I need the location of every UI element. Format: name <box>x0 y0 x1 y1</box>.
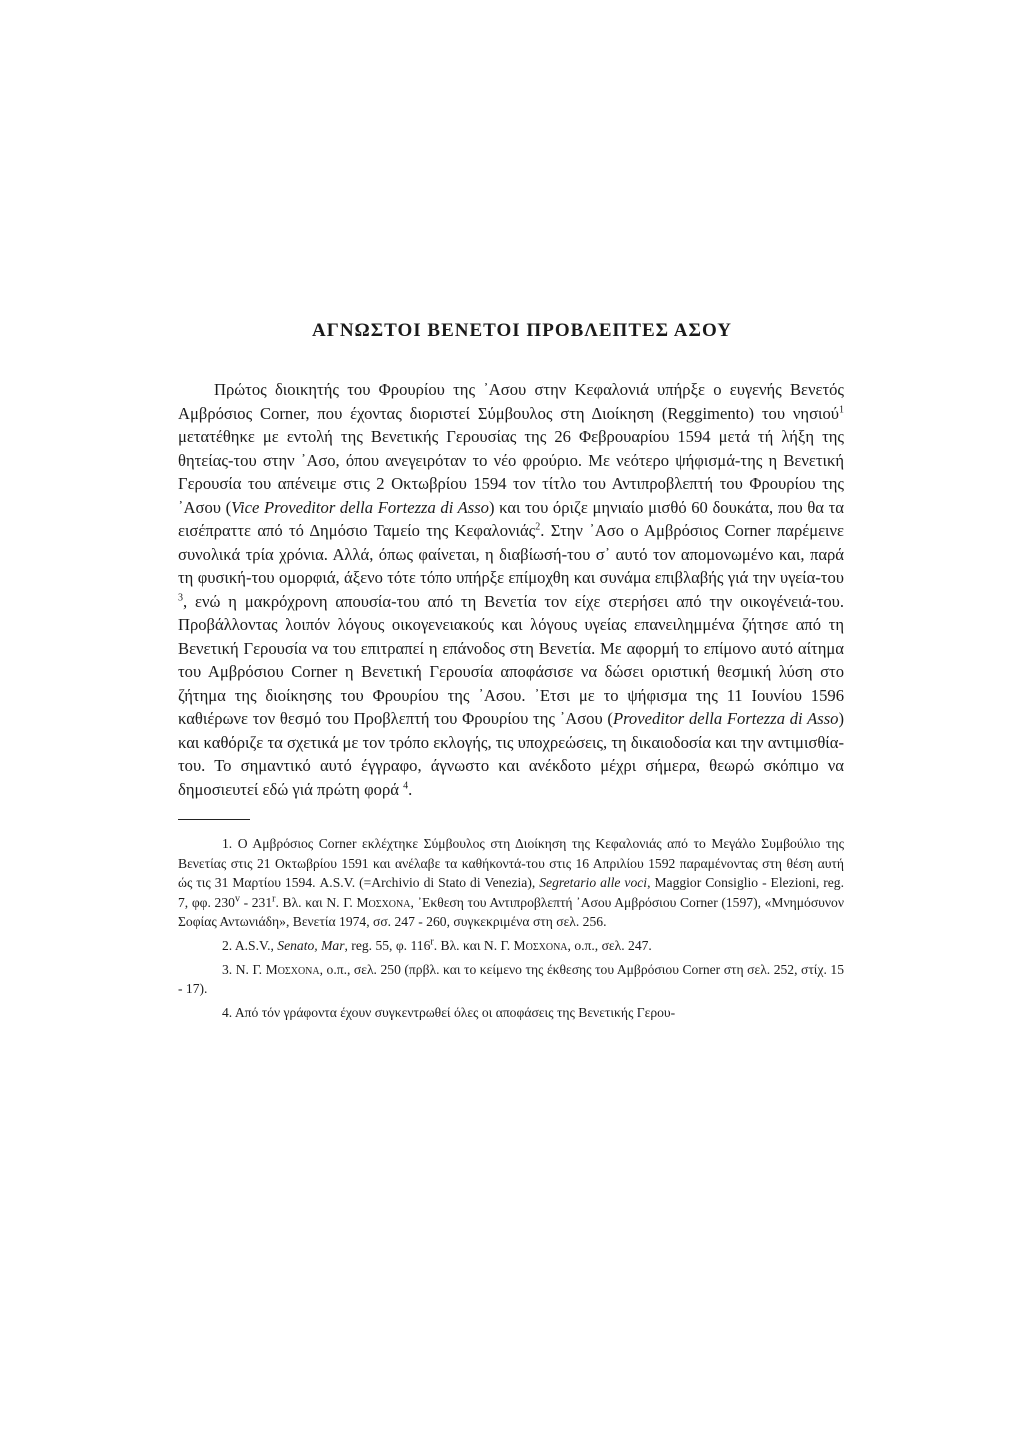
footnote-text: 4. Από τόν γράφοντα έχουν συγκεντρωθεί όλες οι αποφάσεις της Βενετικής Γερου- <box>222 1004 676 1020</box>
body-paragraph <box>178 378 844 801</box>
footnote-1 <box>178 834 844 932</box>
footnote-text: , reg. 55, φ. 116 <box>344 937 431 953</box>
body-text-segment: . Στην ᾿Ασο ο Αμβρόσιος Corner παρέμεινε συνολικά τρία χρόνια. Αλλά, όπως φαίνεται, η διαβίωσή-του σ᾿ αυτό τον απομονωμένο και, παρά τη φυσική-του ομορφιά, άξενο τότε τόπο υπήρξε επίμοχθη και συνάμα επιβλαβής γιά την υγεία-του <box>178 521 844 587</box>
footnote-italic: Segretario alle voci <box>539 875 648 891</box>
footnote-2 <box>178 936 844 956</box>
author-name: Μοσχονα <box>356 894 411 910</box>
footnote-italic: Senato, Mar <box>277 937 345 953</box>
author-name: Μοσχονα <box>265 961 320 977</box>
author-name: Μοσχονα <box>513 937 568 953</box>
footnote-text: , ᾿Εκθεση του Αντιπροβλεπτή ᾿Ασου Αμβρόσιου Corner (1597), «Μνημόσυνον Σοφίας Αντωνιάδη», Βενετία 1974, σσ. 247 - 260, συγκεκριμένα στη σελ. 256. <box>178 894 845 930</box>
footnotes <box>178 834 844 1022</box>
footnote-text: - 231 <box>239 894 273 910</box>
body-text-segment: ) και του όριζε μηνιαίο μισθό 60 δουκάτα, που θα τα εισέπραττε από τό Δημόσιο Ταμείο της Κεφαλονιάς <box>178 497 844 540</box>
footnote-text: , ο.π., σελ. 250 (πρβλ. και το κείμενο της έκθεσης του Αμβρόσιου Corner στη σελ. 252, στίχ. 15 - 17). <box>178 961 845 997</box>
body-text-segment: Πρώτος διοικητής του Φρουρίου της ᾿Ασου στην Κεφαλονιά υπήρξε ο ευγενής Βενετός Αμβρόσιος Corner, που έχοντας διοριστεί Σύμβουλος στη Διοίκηση (Reggimento) του νησιού <box>178 380 844 423</box>
footnote-3 <box>178 960 844 999</box>
body-text-segment: . <box>408 779 413 799</box>
italic-latin-title: Vice Proveditor della Fortezza di Asso <box>231 497 489 517</box>
footnote-ref-1: 1 <box>839 403 844 415</box>
folio-sup: r <box>272 893 276 905</box>
footnote-ref-3: 3 <box>178 591 183 603</box>
footnote-ref-4: 4 <box>403 779 409 791</box>
footnote-text: . Βλ. και Ν. Γ. <box>275 894 357 910</box>
footnote-text: 3. Ν. Γ. <box>222 961 266 977</box>
footnote-text: 1. Ο Αμβρόσιος Corner εκλέχτηκε Σύμβουλος στη Διοίκηση της Κεφαλονιάς από το Μεγάλο Συμβούλιο της Βενετίας στις 21 Οκτωβρίου 1591 και ανέλαβε τα καθήκοντά-του στις 16 Απριλίου 1592 παραμένοντας στη θέση αυτή ώς τις 31 Μαρτίου 1594. A.S.V. (=Archivio di Stato di Venezia), <box>178 836 844 891</box>
footnote-text: , ο.π., σελ. 247. <box>567 937 652 953</box>
italic-latin-title: Proveditor della Fortezza di Asso <box>612 709 839 728</box>
folio-sup: r <box>430 936 434 948</box>
footnote-text: . Βλ. και Ν. Γ. <box>433 937 514 953</box>
document-page <box>178 320 844 1026</box>
body-text-segment: μετατέθηκε με εντολή της Βενετικής Γερουσίας της 26 Φεβρουαρίου 1594 μετά τή λήξη της θητείας-του στην ᾿Ασο, όπου ανεγειρόταν το νέο φρούριο. Με νεότερο ψήφισμά-της η Βενετική Γερουσία του απένειμε στις 2 Οκτωβρίου 1594 τον τίτλο του Αντιπροβλεπτή του Φρουρίου της ᾿Ασου ( <box>178 427 844 517</box>
body-text-segment: ) και καθόριζε τα σχετικά με τον τρόπο εκλογής, τις υποχρεώσεις, τη δικαιοδοσία και την αντιμισθία-του. Το σημαντικό αυτό έγγραφο, άγνωστο και ανέκδοτο μέχρι σήμερα, θεωρώ σκόπιμο να δημοσιευτεί εδώ γιά πρώτη φορά <box>178 709 844 799</box>
article-title: ΑΓΝΩΣΤΟΙ ΒΕΝΕΤΟΙ ΠΡΟΒΛΕΠΤΕΣ ΑΣΟΥ <box>312 320 732 341</box>
footnote-separator <box>178 819 250 820</box>
body-text-segment: , ενώ η μακρόχρονη απουσία-του από τη Βενετία τον είχε στερήσει από την οικογένειά-του. Προβάλλοντας λοιπόν λόγους οικογενειακούς και λόγους υγείας επανειλημμένα ζήτησε από τη Βενετική Γερουσία να του επιτραπεί η επάνοδος στη Βενετία. Με αφορμή το επίμονο αυτό αίτημα του Αμβρόσιου Corner η Βενετική Γερουσία αποφάσισε να δώσει οριστική θεσμική λύση στο ζήτημα της διοίκησης του Φρουρίου της ᾿Ασου. ᾿Ετσι με το ψήφισμα της 11 Ιουνίου 1596 καθιέρωνε τον θεσμό του Προβλεπτή του Φρουρίου της ᾿Ασου ( <box>178 591 844 728</box>
footnote-text: 2. A.S.V., <box>222 937 278 953</box>
folio-sup: v <box>234 893 240 905</box>
footnote-ref-2: 2 <box>535 521 541 533</box>
footnote-4 <box>178 1003 844 1023</box>
footnote-text: , Maggior Consiglio - Elezioni, reg. 7, φφ. 230 <box>178 875 844 910</box>
